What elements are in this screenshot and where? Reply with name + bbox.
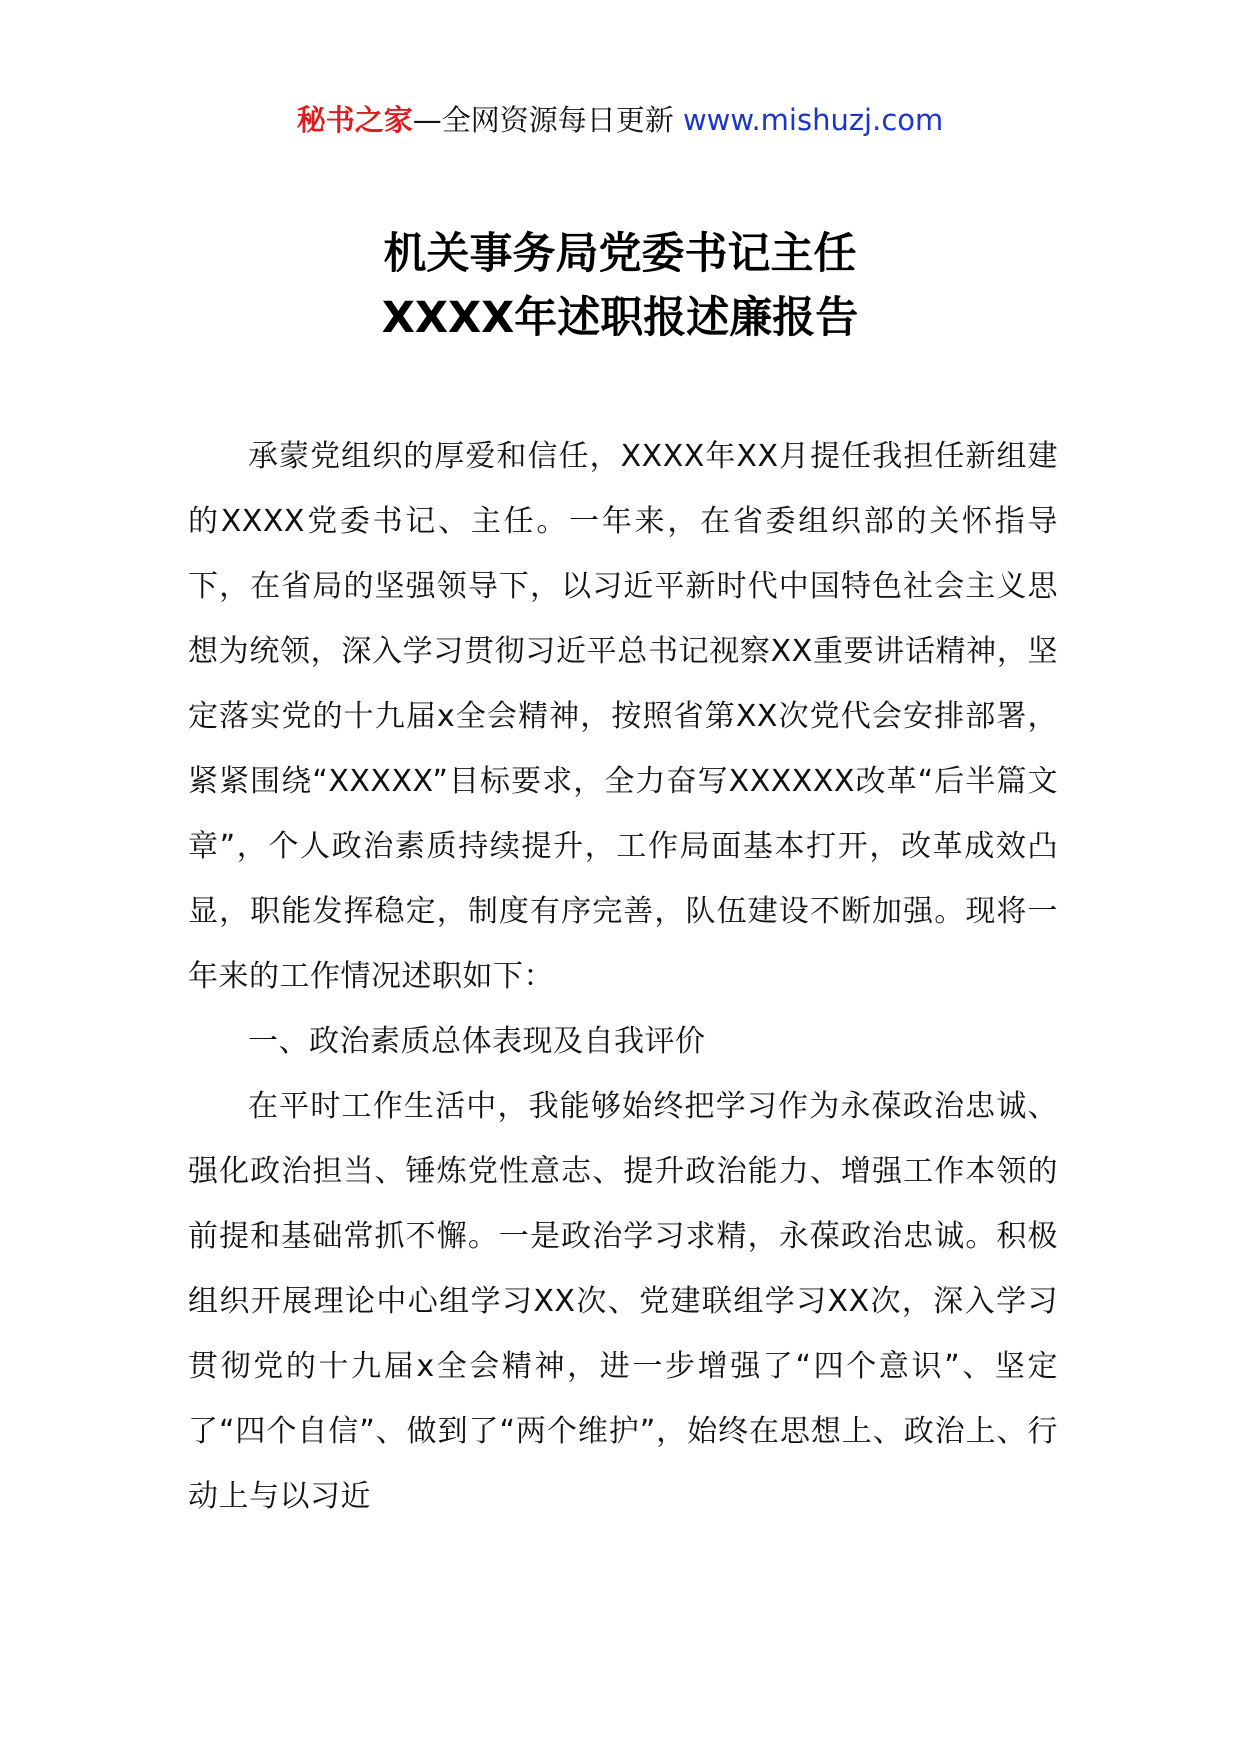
site-header [0, 98, 1240, 142]
document-body [188, 424, 1058, 1529]
header-tagline: —全网资源每日更新 [412, 103, 683, 137]
document-title [0, 222, 1240, 350]
title-line-1: 机关事务局党委书记主任 [383, 229, 857, 279]
paragraph-intro: 承蒙党组织的厚爱和信任，XXXX年XX月提任我担任新组建的XXXX党委书记、主任。一年来，在省委组织部的关怀指导下，在省局的坚强领导下，以习近平新时代中国特色社会主义思想为统领，深入学习贯彻习近平总书记视察XX重要讲话精神，坚定落实党的十九届x全会精神，按照省第XX次党代会安排部署，紧紧围绕“XXXXX”目标要求，全力奋写XXXXXX改革“后半篇文章”，个人政治素质持续提升，工作局面基本打开，改革成效凸显，职能发挥稳定，制度有序完善，队伍建设不断加强。现将一年来的工作情况述职如下： [188, 439, 1058, 994]
section-heading-1: 一、政治素质总体表现及自我评价 [248, 1024, 706, 1059]
paragraph-political-quality: 在平时工作生活中，我能够始终把学习作为永葆政治忠诚、强化政治担当、锤炼党性意志、提升政治能力、增强工作本领的前提和基础常抓不懈。一是政治学习求精，永葆政治忠诚。积极组织开展理论中心组学习XX次、党建联组学习XX次，深入学习贯彻党的十九届x全会精神，进一步增强了“四个意识”、坚定了“四个自信”、做到了“两个维护”，始终在思想上、政治上、行动上与以习近 [188, 1089, 1058, 1514]
brand-name: 秘书之家 [296, 103, 413, 137]
site-url-link[interactable]: www.mishuzj.com [682, 103, 944, 137]
title-line-2: XXXX年述职报述廉报告 [381, 293, 859, 343]
